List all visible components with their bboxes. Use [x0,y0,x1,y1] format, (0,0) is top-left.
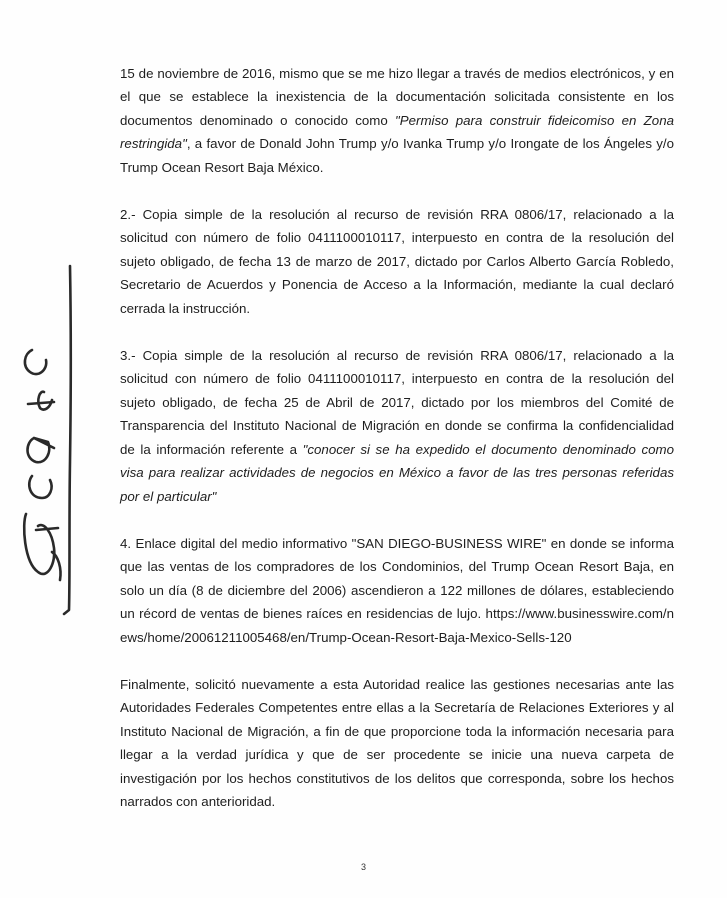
paragraph-4-text: 4. Enlace digital del medio informativo "SAN DIEGO-BUSINESS WIRE" en donde se informa que las ventas de los compradores de los Condominios, del Trump Ocean Resort Baja, en solo un día (8 de diciembre del 2006) ascendieron a 122 millones de dólares, estableciendo un récord de ventas de bienes raíces en residencias de lujo. [120,535,674,622]
paragraph-5 [120,673,674,813]
paragraph-1-quote: "Permiso para construir fideicomiso en Zona restringida" [120,112,674,152]
document-body [120,62,674,837]
paragraph-4 [120,532,674,649]
paragraph-1-text: 15 de noviembre de 2016, mismo que se me hizo llegar a través de medios electrónicos, y en el que se establece la inexistencia de la documentación solicitada consistente en los documentos denominado o conocido como [120,66,674,128]
paragraph-3-quote: "conocer si se ha expedido el documento denominado como visa para realizar actividades de negocios en México a favor de las tres personas referidas por el particular" [120,441,674,504]
page-number: 3 [360,862,366,872]
paragraph-2 [120,203,674,320]
paragraph-1-text-end: , a favor de Donald John Trump y/o Ivanka Trump y/o Irongate de los Ángeles y/o Trump Ocean Resort Baja México. [120,136,674,175]
paragraph-3 [120,344,674,508]
paragraph-2-text: 2.- Copia simple de la resolución al recurso de revisión RRA 0806/17, relacionado a la solicitud con número de folio 0411100010117, interpuesto en contra de la resolución del sujeto obligado, de fecha 13 de marzo de 2017, dictado por Carlos Alberto García Robledo, Secretario de Acuerdos y Ponencia de Acceso a la Información, mediante la cual declaró cerrada la instrucción. [120,207,674,316]
paragraph-3-text: 3.- Copia simple de la resolución al recurso de revisión RRA 0806/17, relacionado a la solicitud con número de folio 0411100010117, interpuesto en contra de la resolución del sujeto obligado, de fecha 25 de Abril de 2017, dictado por los miembros del Comité de Transparencia del Instituto Nacional de Migración en donde se confirma la confidencialidad de la información referente a [120,348,674,457]
paragraph-4-url: https://www.businesswire.com/news/home/20061211005468/en/Trump-Ocean-Resort-Baja-Mexico-Sells-120 [120,606,674,645]
paragraph-1 [120,62,674,179]
paragraph-5-text: Finalmente, solicitó nuevamente a esta Autoridad realice las gestiones necesarias ante las Autoridades Federales Competentes entre ellas a la Secretaría de Relaciones Exteriores y al Instituto Nacional de Migración, a fin de que proporcione toda la información necesaria para llegar a la verdad jurídica y que de ser procedente se inicie una nueva carpeta de investigación por los hechos constitutivos de los delitos que corresponda, sobre los hechos narrados con anterioridad. [120,676,674,809]
handwritten-signature [14,262,74,632]
